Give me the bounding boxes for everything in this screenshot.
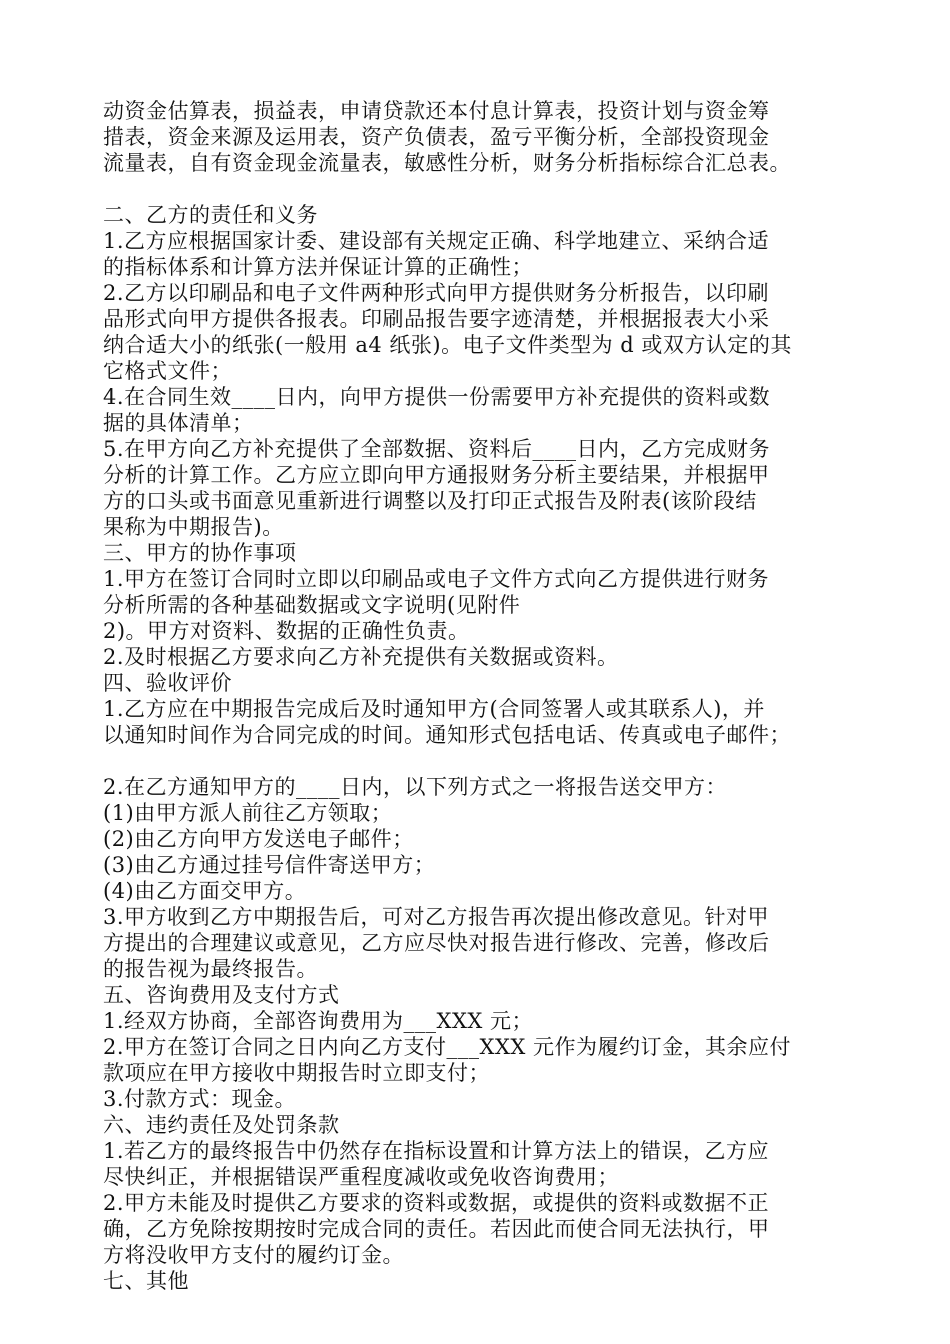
text-line: 3.甲方收到乙方中期报告后，可对乙方报告再次提出修改意见。针对甲 — [103, 905, 770, 929]
paragraph-gap — [103, 748, 863, 774]
text-line: 尽快纠正，并根据错误严重程度减收或免收咨询费用； — [103, 1165, 619, 1189]
text-line: 措表，资金来源及运用表，资产负债表，盈亏平衡分析，全部投资现金 — [103, 125, 770, 149]
text-line: 款项应在甲方接收中期报告时立即支付； — [103, 1061, 490, 1085]
text-line: 以通知时间作为合同完成的时间。通知形式包括电话、传真或电子邮件； — [103, 723, 791, 747]
text-line: 2.甲方未能及时提供乙方要求的资料或数据，或提供的资料或数据不正 — [103, 1191, 770, 1215]
section-4 — [103, 670, 863, 982]
text-line: 3.付款方式：现金。 — [103, 1087, 297, 1111]
intro-paragraph — [103, 98, 863, 176]
text-line: 的报告视为最终报告。 — [103, 957, 318, 981]
text-line: 动资金估算表，损益表，申请贷款还本付息计算表，投资计划与资金筹 — [103, 99, 770, 123]
section-heading: 七、其他 — [103, 1269, 189, 1293]
text-line: 1.若乙方的最终报告中仍然存在指标设置和计算方法上的错误，乙方应 — [103, 1139, 770, 1163]
text-line: 分析所需的各种基础数据或文字说明(见附件 — [103, 593, 521, 617]
text-line: 方的口头或书面意见重新进行调整以及打印正式报告及附表(该阶段结 — [103, 489, 757, 513]
text-line: 1.甲方在签订合同时立即以印刷品或电子文件方式向乙方提供进行财务 — [103, 567, 770, 591]
text-line: 果称为中期报告)。 — [103, 515, 284, 539]
paragraph-gap — [103, 176, 863, 202]
text-line: 纳合适大小的纸张(一般用 a4 纸张)。电子文件类型为 d 或双方认定的其 — [103, 333, 792, 357]
text-line: (3)由乙方通过挂号信件寄送甲方； — [103, 853, 436, 877]
text-line: 方提出的合理建议或意见，乙方应尽快对报告进行修改、完善，修改后 — [103, 931, 770, 955]
text-line: 4.在合同生效____日内，向甲方提供一份需要甲方补充提供的资料或数 — [103, 385, 771, 409]
text-line: 确，乙方免除按期按时完成合同的责任。若因此而使合同无法执行，甲 — [103, 1217, 770, 1241]
text-line: (2)由乙方向甲方发送电子邮件； — [103, 827, 414, 851]
text-line: 2)。甲方对资料、数据的正确性负责。 — [103, 619, 470, 643]
section-heading: 五、咨询费用及支付方式 — [103, 983, 340, 1007]
section-6 — [103, 1112, 863, 1268]
text-line: 1.乙方应在中期报告完成后及时通知甲方(合同签署人或其联系人)，并 — [103, 697, 765, 721]
text-line: 流量表，自有资金现金流量表，敏感性分析，财务分析指标综合汇总表。 — [103, 151, 791, 175]
section-heading: 三、甲方的协作事项 — [103, 541, 297, 565]
text-line: 2.甲方在签订合同之日内向乙方支付___XXX 元作为履约订金，其余应付 — [103, 1035, 792, 1059]
text-line: 5.在甲方向乙方补充提供了全部数据、资料后____日内，乙方完成财务 — [103, 437, 771, 461]
section-heading: 二、乙方的责任和义务 — [103, 203, 318, 227]
text-line: (1)由甲方派人前往乙方领取； — [103, 801, 393, 825]
section-5 — [103, 982, 863, 1112]
section-3 — [103, 540, 863, 670]
text-line: 的指标体系和计算方法并保证计算的正确性； — [103, 255, 533, 279]
section-7 — [103, 1268, 863, 1294]
text-line: 分析的计算工作。乙方应立即向甲方通报财务分析主要结果，并根据甲 — [103, 463, 770, 487]
text-line: 2.及时根据乙方要求向乙方补充提供有关数据或资料。 — [103, 645, 619, 669]
text-line: 据的具体清单； — [103, 411, 254, 435]
text-line: 2.在乙方通知甲方的____日内，以下列方式之一将报告送交甲方： — [103, 775, 728, 799]
section-heading: 六、违约责任及处罚条款 — [103, 1113, 340, 1137]
text-line: (4)由乙方面交甲方。 — [103, 879, 307, 903]
text-line: 1.乙方应根据国家计委、建设部有关规定正确、科学地建立、采纳合适 — [103, 229, 770, 253]
text-line: 2.乙方以印刷品和电子文件两种形式向甲方提供财务分析报告，以印刷 — [103, 281, 770, 305]
text-line: 品形式向甲方提供各报表。印刷品报告要字迹清楚，并根据报表大小采 — [103, 307, 770, 331]
section-heading: 四、验收评价 — [103, 671, 232, 695]
text-line: 方将没收甲方支付的履约订金。 — [103, 1243, 404, 1267]
text-line: 1.经双方协商，全部咨询费用为___XXX 元； — [103, 1009, 534, 1033]
text-line: 它格式文件； — [103, 359, 232, 383]
document-body — [103, 98, 863, 1294]
section-2 — [103, 202, 863, 540]
